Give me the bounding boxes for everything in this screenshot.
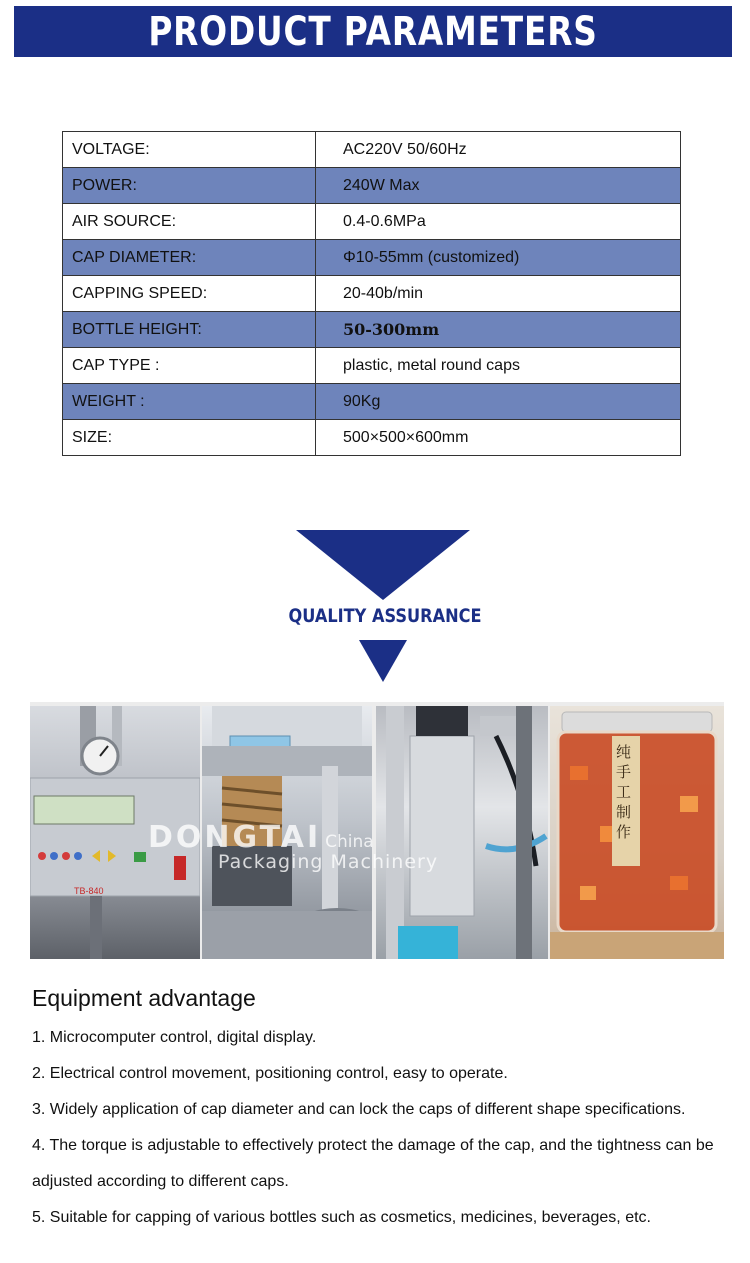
param-value: plastic, metal round caps [316, 348, 681, 384]
table-row [63, 240, 681, 276]
list-item: 1. Microcomputer control, digital display. [32, 1029, 317, 1046]
table-row [63, 312, 681, 348]
table-row [63, 276, 681, 312]
param-label: AIR SOURCE: [63, 204, 316, 240]
list-item: 2. Electrical control movement, positioning control, easy to operate. [32, 1065, 508, 1082]
param-value: 20-40b/min [316, 276, 681, 312]
param-label: CAP TYPE : [63, 348, 316, 384]
quality-triangle-bottom-icon [359, 640, 407, 682]
watermark-china: China [325, 832, 374, 852]
quality-triangle-top-icon [296, 530, 470, 600]
control-panel-illustration [30, 706, 200, 959]
param-value: 500×500×600mm [316, 420, 681, 456]
advantage-heading: Equipment advantage [32, 985, 256, 1011]
table-row [63, 348, 681, 384]
param-value: AC220V 50/60Hz [316, 132, 681, 168]
capping-head-photo [202, 706, 372, 959]
list-item: 4. The torque is adjustable to effectively protect the damage of the cap, and the tightness can be adjusted according to different caps. [32, 1137, 714, 1190]
quality-assurance-title: QUALITY ASSURANCE [288, 605, 482, 627]
product-parameters-table [62, 131, 681, 456]
list-item: 5. Suitable for capping of various bottles such as cosmetics, medicines, beverages, etc. [32, 1209, 651, 1226]
jar-illustration [550, 706, 724, 959]
table-row [63, 168, 681, 204]
list-item: 3. Widely application of cap diameter and can lock the caps of different shape specifications. [32, 1101, 686, 1118]
param-label: BOTTLE HEIGHT: [63, 312, 316, 348]
advantage-list [32, 1020, 744, 1236]
watermark-brand: DONGTAI [148, 820, 322, 855]
jar-label-text: 纯手工制作 [616, 743, 632, 841]
param-value: 240W Max [316, 168, 681, 204]
product-photo-strip [30, 702, 724, 959]
capping-head-illustration [202, 706, 372, 959]
param-value: Φ10-55mm (customized) [316, 240, 681, 276]
param-value: 0.4-0.6MPa [316, 204, 681, 240]
jar-photo [550, 706, 724, 959]
table-row [63, 132, 681, 168]
param-label: SIZE: [63, 420, 316, 456]
panel-code: TB-840 [74, 886, 104, 896]
control-panel-photo [30, 706, 200, 959]
param-label: POWER: [63, 168, 316, 204]
table-row [63, 204, 681, 240]
param-label: WEIGHT : [63, 384, 316, 420]
cylinder-photo [376, 706, 548, 959]
param-label: CAPPING SPEED: [63, 276, 316, 312]
title-banner [14, 6, 732, 57]
cylinder-illustration [376, 706, 548, 959]
watermark-subtitle: Packaging Machinery [218, 851, 439, 873]
table-row [63, 420, 681, 456]
param-label: VOLTAGE: [63, 132, 316, 168]
param-label: CAP DIAMETER: [63, 240, 316, 276]
banner-title: PRODUCT PARAMETERS [148, 8, 598, 55]
param-value: 90Kg [316, 384, 681, 420]
table-row [63, 384, 681, 420]
param-value: 50-300mm [316, 312, 681, 348]
